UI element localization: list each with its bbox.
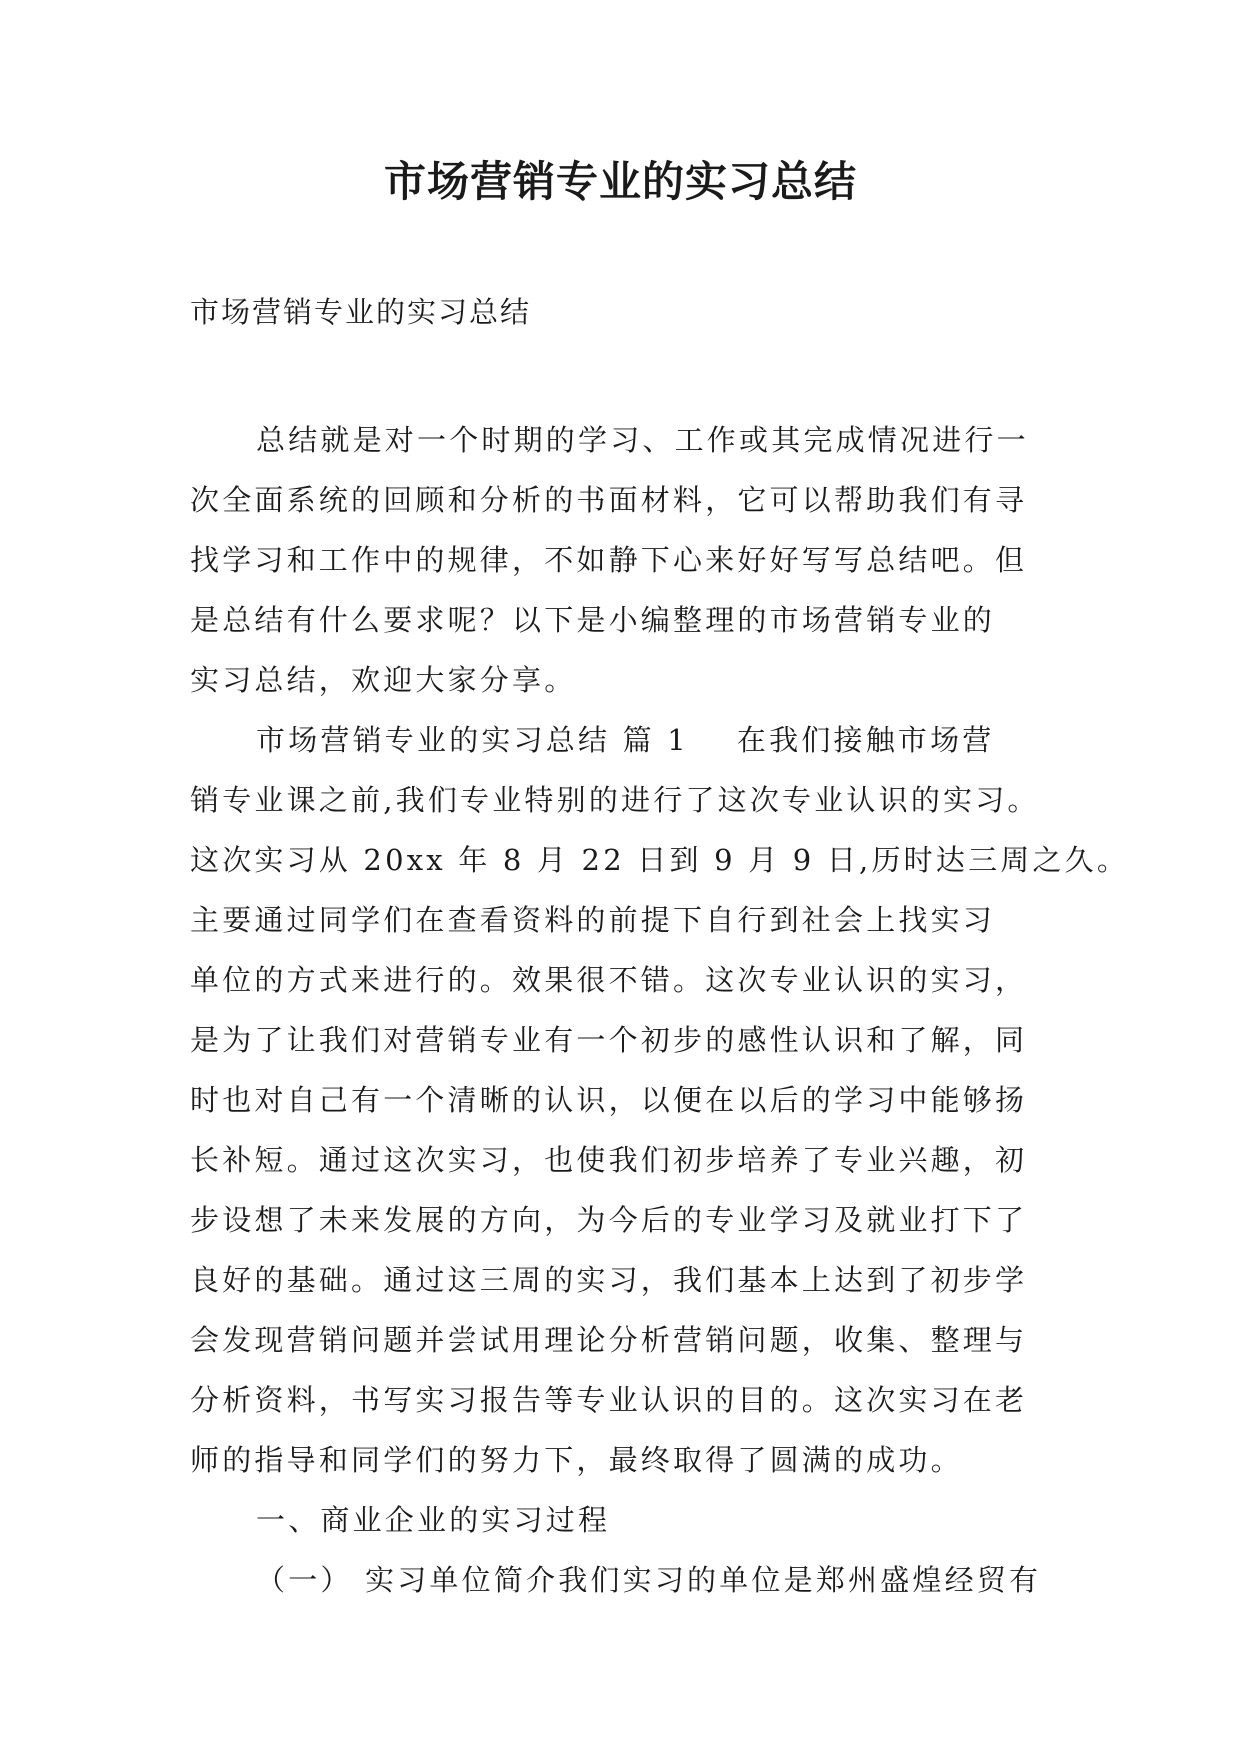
paragraph-line: 是为了让我们对营销专业有一个初步的感性认识和了解，同 [190,1023,1028,1057]
paragraph-line: 长补短。通过这次实习，也使我们初步培养了专业兴趣，初 [190,1143,1028,1177]
paragraph-line: （一） 实习单位简介我们实习的单位是郑州盛煌经贸有 [256,1563,1042,1597]
paragraph-line: 会发现营销问题并尝试用理论分析营销问题，收集、整理与 [190,1323,1028,1357]
paragraph-text: 在我们接触市场营 [736,723,995,757]
paragraph-line: 单位的方式来进行的。效果很不错。这次专业认识的实习， [190,963,1028,997]
section-heading-line [190,710,1050,770]
paragraph-line: 步设想了未来发展的方向，为今后的专业学习及就业打下了 [190,1203,1028,1237]
document-body [190,410,1130,1610]
paragraph-line: 师的指导和同学们的努力下，最终取得了圆满的成功。 [190,1443,963,1477]
paragraph-line: 是总结有什么要求呢？以下是小编整理的市场营销专业的 [190,603,996,637]
section-heading: 一、商业企业的实习过程 [256,1503,611,1537]
section-heading: 市场营销专业的实习总结 篇 1 [256,723,689,757]
paragraph-line: 良好的基础。通过这三周的实习，我们基本上达到了初步学 [190,1263,1028,1297]
paragraph-line: 分析资料，书写实习报告等专业认识的目的。这次实习在老 [190,1383,1028,1417]
paragraph-line: 这次实习从 20xx 年 8 月 22 日到 9 月 9 日,历时达三周之久。 [190,843,1130,877]
paragraph-line: 时也对自己有一个清晰的认识，以便在以后的学习中能够扬 [190,1083,1028,1117]
paragraph-line: 实习总结，欢迎大家分享。 [190,663,577,697]
paragraph-line: 总结就是对一个时期的学习、工作或其完成情况进行一 [256,423,1029,457]
paragraph-line: 销专业课之前,我们专业特别的进行了这次专业认识的实习。 [190,783,1040,817]
paragraph-line: 找学习和工作中的规律，不如静下心来好好写写总结吧。但 [190,543,1028,577]
document-subtitle: 市场营销专业的实习总结 [190,295,532,329]
paragraph-line: 次全面系统的回顾和分析的书面材料，它可以帮助我们有寻 [190,483,1028,517]
paragraph-line: 主要通过同学们在查看资料的前提下自行到社会上找实习 [190,903,996,937]
document-title: 市场营销专业的实习总结 [383,157,857,206]
